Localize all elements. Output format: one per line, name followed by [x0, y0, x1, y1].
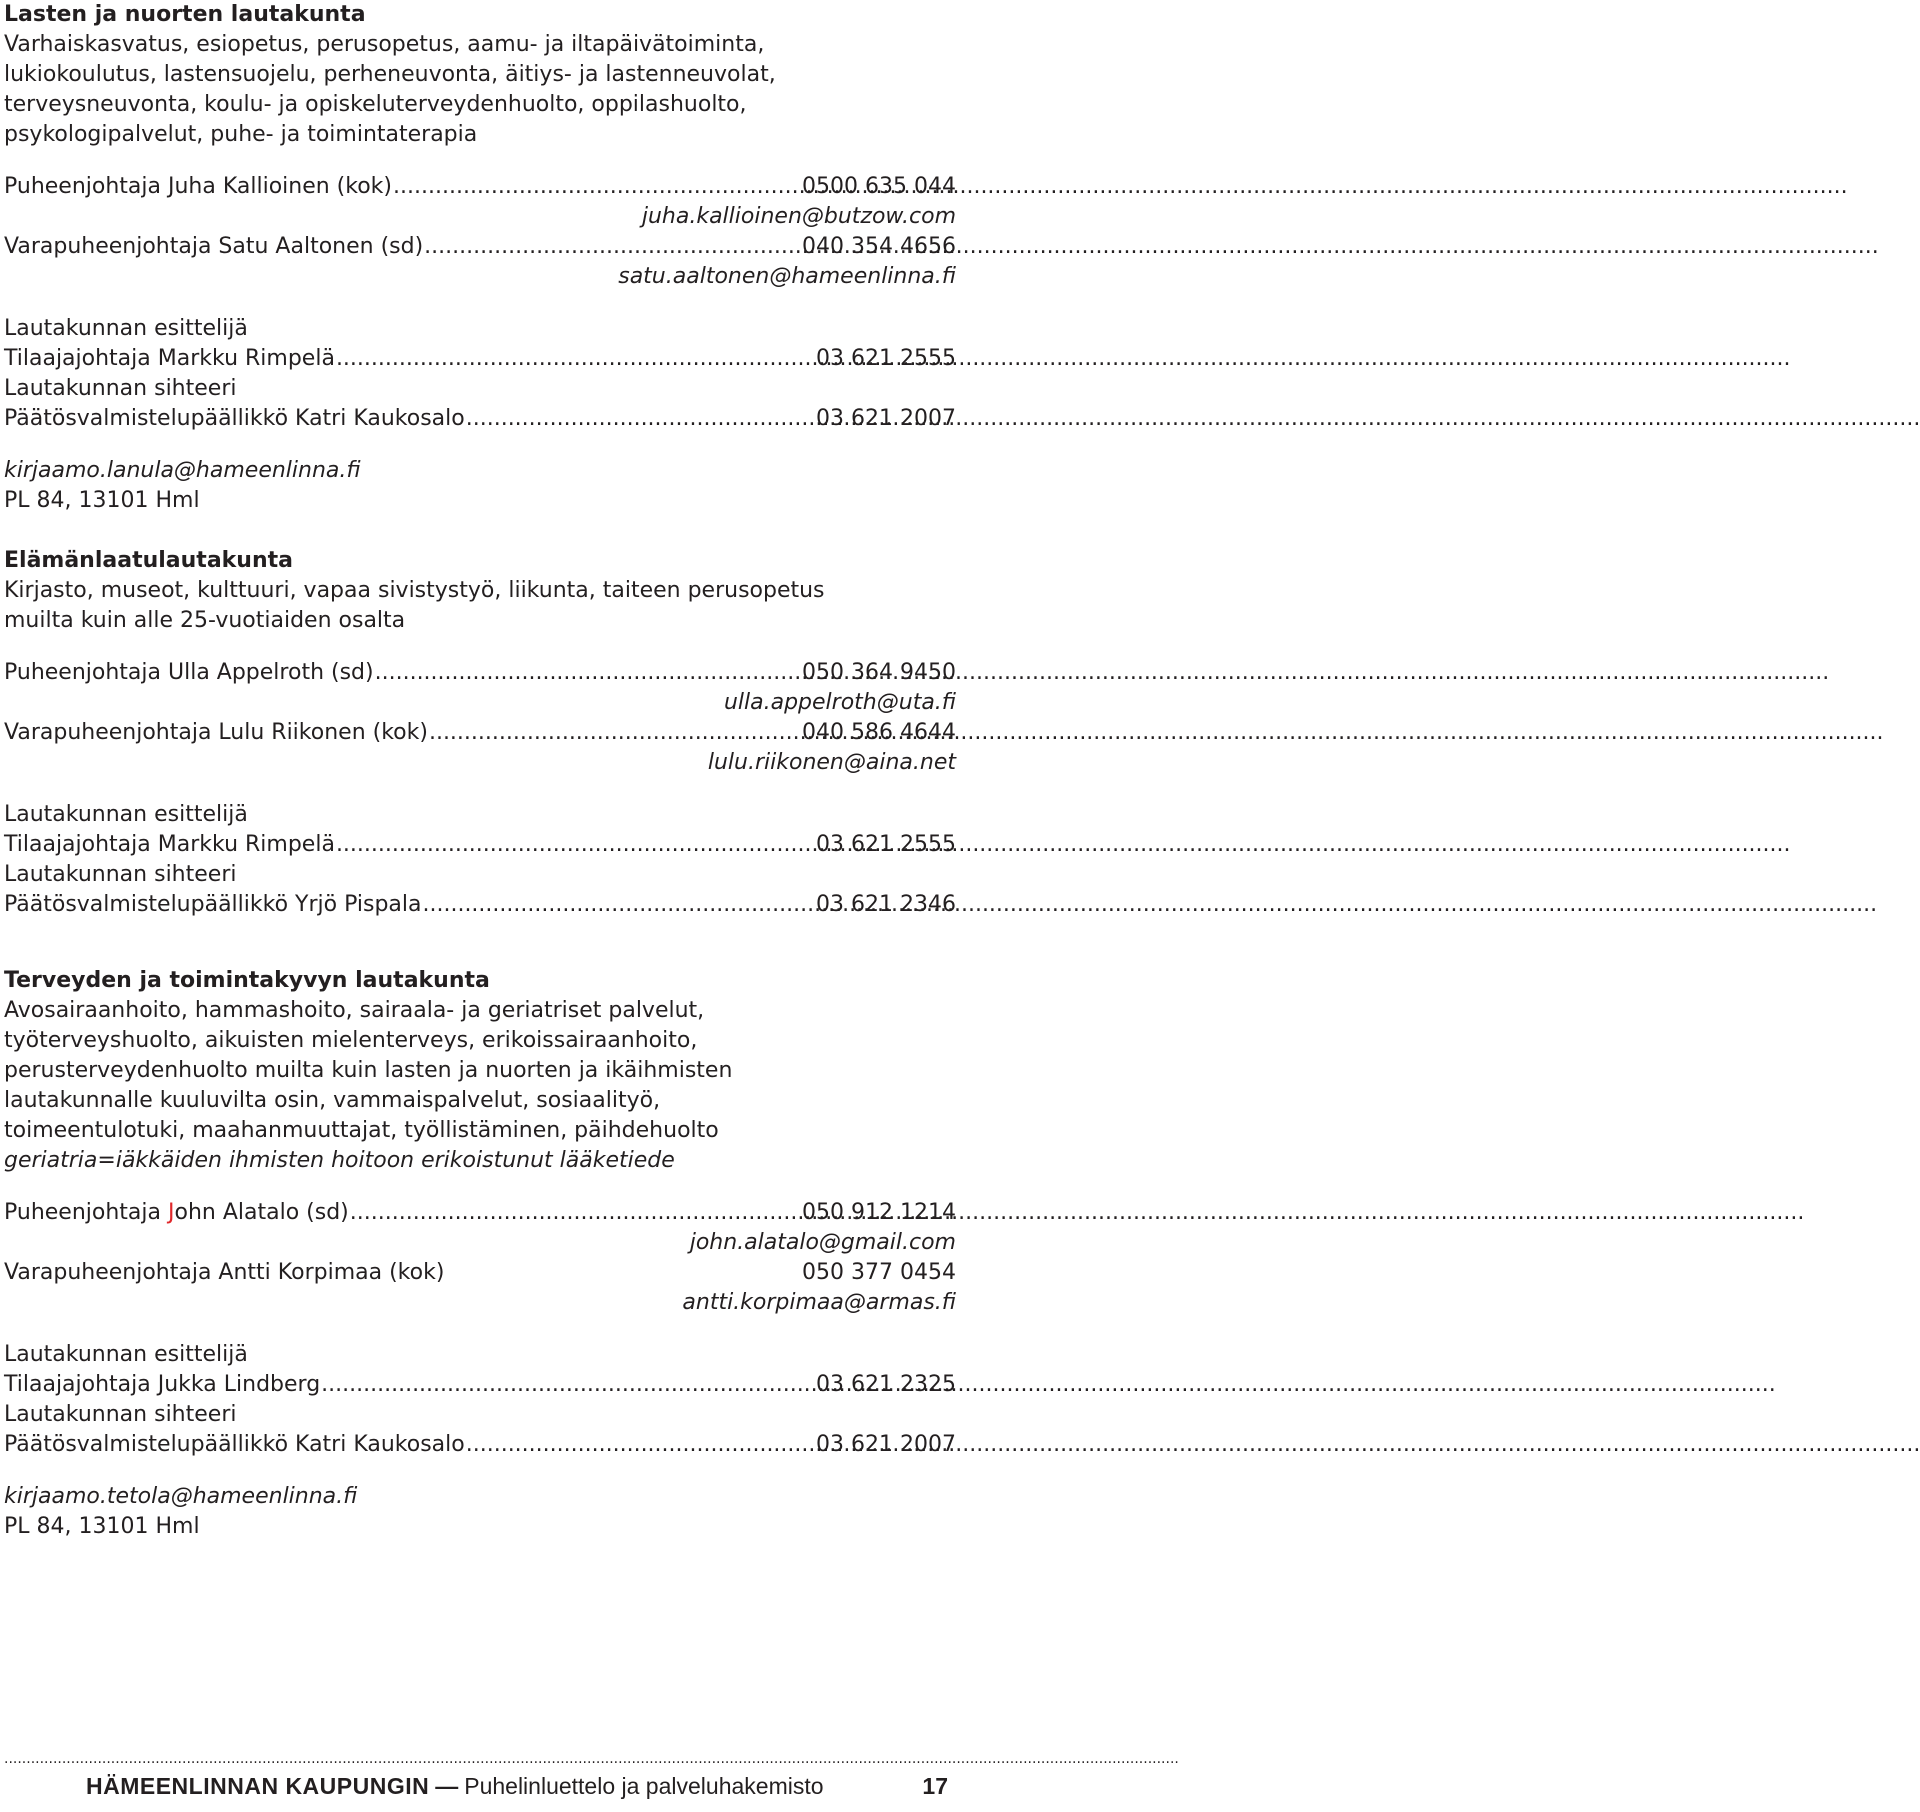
- chair-name: [4, 1198, 349, 1228]
- vice-chair-name: Varapuheenjohtaja Antti Korpimaa (kok): [4, 1260, 445, 1285]
- chair-name-rest: ohn Alatalo (sd): [174, 1200, 349, 1225]
- section-title: Lasten ja nuorten lautakunta: [4, 2, 366, 27]
- description-line: perusterveydenhuolto muilta kuin lasten ja nuorten ja ikäihmisten: [4, 1058, 733, 1083]
- chair-phone[interactable]: 050 912 1214: [802, 1200, 956, 1225]
- chair-name-initial: J: [168, 1200, 175, 1225]
- chair-email[interactable]: ulla.appelroth@uta.fi: [723, 690, 956, 715]
- chair-phone[interactable]: 0500 635 044: [802, 174, 956, 199]
- presenter-name: Tilaajajohtaja Markku Rimpelä: [4, 832, 335, 857]
- section-title: Terveyden ja toimintakyvyn lautakunta: [4, 968, 490, 993]
- dot-leader: [375, 658, 801, 688]
- chair-phone[interactable]: 050 364 9450: [802, 660, 956, 685]
- chair-row: [4, 658, 956, 688]
- presenter-name: Tilaajajohtaja Jukka Lindberg: [4, 1372, 321, 1397]
- description-note: geriatria=iäkkäiden ihmisten hoitoon erikoistunut lääketiede: [4, 1148, 675, 1173]
- description-line: työterveyshuolto, aikuisten mielenterveys, erikoissairaanhoito,: [4, 1028, 698, 1053]
- page-footer: [4, 1751, 1179, 1804]
- secretary-row: [4, 404, 956, 434]
- secretary-heading: Lautakunnan sihteeri: [4, 862, 237, 887]
- presenter-phone[interactable]: 03 621 2555: [816, 832, 956, 857]
- presenter-phone[interactable]: 03 621 2325: [816, 1372, 956, 1397]
- secretary-name: Päätösvalmistelupäällikkö Yrjö Pispala: [4, 892, 422, 917]
- chair-name: Puheenjohtaja Ulla Appelroth (sd): [4, 660, 374, 685]
- presenter-heading: Lautakunnan esittelijä: [4, 802, 248, 827]
- presenter-name: Tilaajajohtaja Markku Rimpelä: [4, 346, 335, 371]
- chair-name-prefix: Puheenjohtaja: [4, 1200, 168, 1225]
- postal-address: PL 84, 13101 Hml: [4, 1514, 200, 1539]
- vice-chair-row: [4, 718, 956, 748]
- secretary-heading: Lautakunnan sihteeri: [4, 376, 237, 401]
- presenter-heading: Lautakunnan esittelijä: [4, 1342, 248, 1367]
- description-line: lukiokoulutus, lastensuojelu, perheneuvonta, äitiys- ja lastenneuvolat,: [4, 62, 776, 87]
- footer-book-title: Puhelinluettelo ja palveluhakemisto: [464, 1773, 824, 1799]
- description-line: Varhaiskasvatus, esiopetus, perusopetus, aamu- ja iltapäivätoiminta,: [4, 32, 765, 57]
- secretary-name: Päätösvalmistelupäällikkö Katri Kaukosalo: [4, 406, 465, 431]
- secretary-phone[interactable]: 03 621 2346: [816, 892, 956, 917]
- vice-chair-row: [4, 232, 956, 262]
- vice-chair-name: Varapuheenjohtaja Lulu Riikonen (kok): [4, 720, 428, 745]
- secretary-phone[interactable]: 03 621 2007: [816, 1432, 956, 1457]
- chair-email[interactable]: john.alatalo@gmail.com: [689, 1230, 956, 1255]
- secretary-row: [4, 1430, 956, 1460]
- dot-leader: [336, 344, 815, 374]
- vice-chair-name: Varapuheenjohtaja Satu Aaltonen (sd): [4, 234, 424, 259]
- dot-leader: [321, 1370, 815, 1400]
- vice-chair-email[interactable]: antti.korpimaa@armas.fi: [682, 1290, 956, 1315]
- section-description: [4, 576, 956, 636]
- description-line: terveysneuvonta, koulu- ja opiskeluterveydenhuolto, oppilashuolto,: [4, 92, 747, 117]
- chair-row: [4, 172, 956, 202]
- dot-leader: [336, 830, 815, 860]
- postal-address: PL 84, 13101 Hml: [4, 488, 200, 513]
- description-line: lautakunnalle kuuluvilta osin, vammaispalvelut, sosiaalityö,: [4, 1088, 661, 1113]
- dot-leader: [350, 1198, 801, 1228]
- vice-chair-email[interactable]: satu.aaltonen@hameenlinna.fi: [618, 264, 956, 289]
- chair-name: Puheenjohtaja Juha Kallioinen (kok): [4, 174, 393, 199]
- description-line: muilta kuin alle 25-vuotiaiden osalta: [4, 608, 406, 633]
- presenter-row: [4, 830, 956, 860]
- dot-leader: [466, 1430, 815, 1460]
- footer-separator: —: [435, 1773, 459, 1799]
- section-terveyden-ja-toimintakyvyn-lautakunta: [4, 966, 956, 1542]
- presenter-row: [4, 1370, 956, 1400]
- footer-text: [4, 1768, 956, 1804]
- vice-chair-phone[interactable]: 040 354 4656: [802, 234, 956, 259]
- office-email[interactable]: kirjaamo.tetola@hameenlinna.fi: [4, 1484, 358, 1509]
- office-email[interactable]: kirjaamo.lanula@hameenlinna.fi: [4, 458, 361, 483]
- chair-email[interactable]: juha.kallioinen@butzow.com: [641, 204, 956, 229]
- presenter-row: [4, 344, 956, 374]
- dot-leader: [424, 232, 801, 262]
- section-title: Elämänlaatulautakunta: [4, 548, 293, 573]
- dot-leader: [429, 718, 801, 748]
- vice-chair-phone[interactable]: 050 377 0454: [802, 1260, 956, 1285]
- secretary-row: [4, 890, 956, 920]
- dot-leader: [393, 172, 801, 202]
- footer-city: HÄMEENLINNAN KAUPUNGIN: [86, 1773, 430, 1799]
- description-line: toimeentulotuki, maahanmuuttajat, työllistäminen, päihdehuolto: [4, 1118, 719, 1143]
- presenter-heading: Lautakunnan esittelijä: [4, 316, 248, 341]
- presenter-phone[interactable]: 03 621 2555: [816, 346, 956, 371]
- secretary-phone[interactable]: 03 621 2007: [816, 406, 956, 431]
- vice-chair-email[interactable]: lulu.riikonen@aina.net: [707, 750, 956, 775]
- page-number: 17: [922, 1773, 948, 1799]
- section-lasten-ja-nuorten-lautakunta: [4, 0, 956, 516]
- footer-dotted-rule: ........................................................................................................................................................................................................................................................................: [4, 1751, 1179, 1767]
- dot-leader: [466, 404, 815, 434]
- section-description: [4, 30, 956, 150]
- vice-chair-row: [4, 1258, 956, 1288]
- description-line: Kirjasto, museot, kulttuuri, vapaa sivistystyö, liikunta, taiteen perusopetus: [4, 578, 825, 603]
- section-elamanlaatulautakunta: [4, 546, 956, 920]
- section-description: [4, 996, 956, 1176]
- secretary-name: Päätösvalmistelupäällikkö Katri Kaukosalo: [4, 1432, 465, 1457]
- vice-chair-phone[interactable]: 040 586 4644: [802, 720, 956, 745]
- description-line: psykologipalvelut, puhe- ja toimintaterapia: [4, 122, 478, 147]
- description-line: Avosairaanhoito, hammashoito, sairaala- ja geriatriset palvelut,: [4, 998, 705, 1023]
- dot-leader: [422, 890, 815, 920]
- secretary-heading: Lautakunnan sihteeri: [4, 1402, 237, 1427]
- chair-row: [4, 1198, 956, 1228]
